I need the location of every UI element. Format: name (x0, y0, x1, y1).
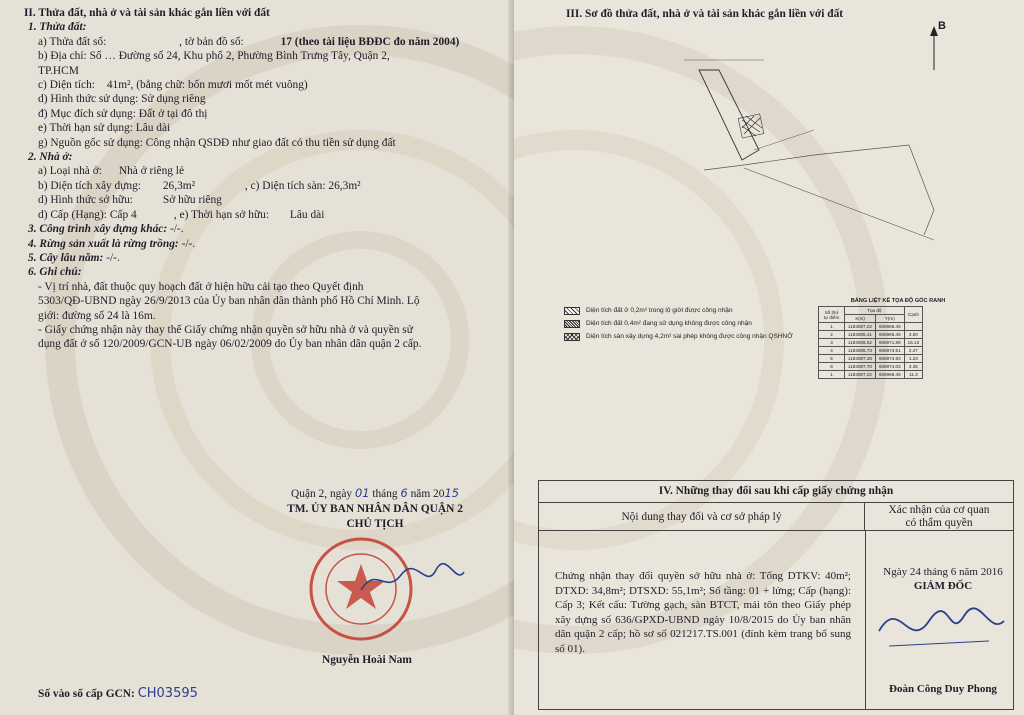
coord-cell: 1183086.73 (845, 347, 876, 355)
house-type-value: Nhà ở riêng lẻ (118, 165, 185, 178)
serial-number: CH03595 (137, 686, 198, 701)
coord-cell: 1183087.22 (845, 371, 876, 379)
issuer-title: CHỦ TỊCH (346, 518, 404, 530)
forest-value: -/-. (181, 237, 196, 250)
hatch-light-swatch (564, 307, 580, 315)
address-value: Số … Đường số 24, Khu phố 2, Phường Bình Trưng Tây, Quận 2, (89, 50, 390, 63)
land-house-details (24, 6, 504, 352)
north-arrow-head (930, 26, 938, 36)
coord-row (819, 347, 923, 355)
right-page (514, 0, 1024, 715)
section-3-title: III. Sơ đồ thửa đất, nhà ở và tài sản khác gắn liền với đất (566, 8, 844, 20)
coord-cell: 5 (819, 355, 845, 363)
street-line-3 (754, 130, 814, 150)
note-2-line-1: - Giấy chứng nhận này thay thế Giấy chứng nhận quyền sở hữu nhà ở và quyền sử (38, 323, 413, 336)
street-line-2 (744, 168, 934, 240)
coord-cell: 1183087.28 (845, 355, 876, 363)
coord-cell: 3.35 (904, 363, 923, 371)
parcel-diagram (514, 0, 1024, 300)
parcel-label: a) Thửa đất số: (38, 35, 107, 48)
confirm-title: GIÁM ĐỐC (913, 580, 973, 592)
perennial-heading: 5. Cây lâu năm: (28, 251, 104, 264)
coord-cell: 609968.49 (875, 323, 904, 331)
coord-cell: 6 (819, 363, 845, 371)
coord-cell: 3 (819, 339, 845, 347)
coord-cell: 1183087.22 (845, 323, 876, 331)
area-value: 41m², (bằng chữ: bốn mươi mốt mét vuông) (106, 79, 308, 92)
coord-row (819, 323, 923, 331)
address-label: b) Địa chỉ: (38, 50, 87, 63)
coord-cell: 1183086.52 (845, 339, 876, 347)
grade-label: d) Cấp (Hạng): (38, 208, 107, 221)
other-construction-value: -/-. (169, 223, 184, 236)
coord-table-title: BẢNG LIỆT KÊ TỌA ĐỘ GÓC RANH (850, 298, 946, 304)
house-heading: 2. Nhà ở: (28, 151, 73, 164)
use-form-value: Sử dụng riêng (141, 93, 206, 106)
street-boundary (704, 145, 934, 235)
build-area-label: b) Diện tích xây dựng: (38, 179, 141, 192)
coord-cell: 1183087.70 (845, 363, 876, 371)
use-form-label: d) Hình thức sử dụng: (38, 93, 139, 106)
origin-value: Công nhận QSDĐ như giao đất có thu tiền sử dụng đất (145, 136, 396, 149)
ownership-value: Sở hữu riêng (162, 194, 222, 207)
floor-area-value: 26,3m² (328, 179, 361, 192)
perennial-value: -/-. (106, 251, 120, 264)
coord-cell: 609965.49 (875, 331, 904, 339)
land-heading: 1. Thửa đất: (28, 21, 87, 34)
parcel-outline (699, 70, 759, 160)
forest-heading: 4. Rừng sản xuất là rừng trồng: (28, 237, 179, 250)
coord-header-x: X(m) (845, 315, 876, 323)
coord-row (819, 371, 923, 379)
coord-cell: 609971.89 (875, 339, 904, 347)
certificate-serial: Số vào sổ cấp GCN: CH03595 (38, 686, 198, 701)
confirm-block (875, 565, 1011, 593)
coord-row (819, 339, 923, 347)
change-content: Chứng nhận thay đổi quyền sở hữu nhà ở: Tổng DTKV: 40m²; DTXD: 34,8m²; DTSXD: 55,1m²; Số tầng: 01 + lửng; Cấp (hạng): Cấp 3; Kết cấu: Tường gạch, sàn BTCT, mái tôn theo Giấy phép xây dựng số 636/GPXD-UBND ngày 10/8/2015 do Ủy ban nhân dân quận 2 cấp; hồ sơ số 021217.TS.001 (đính kèm trang bổ sung số 01). (555, 570, 851, 655)
map-label: , tờ bản đồ số: (179, 35, 244, 48)
ownership-label: d) Hình thức sở hữu: (38, 194, 133, 207)
own-term-value: Lâu dài (289, 208, 325, 221)
legend-item-1: Diện tích đất ở 0,2m² trong lộ giới được công nhận (564, 304, 793, 317)
notes-heading: 6. Ghi chú: (28, 266, 82, 279)
changes-table (538, 480, 1014, 710)
note-1-line-2: 5303/QĐ-UBND ngày 26/9/2013 của Ủy ban nhân dân thành phố Hồ Chí Minh. Lộ (38, 295, 420, 308)
changes-divider (865, 531, 866, 709)
north-arrow-label: B (938, 20, 946, 32)
coord-cell: 2.27 (904, 347, 923, 355)
coord-cell: 609968.49 (875, 371, 904, 379)
legend-item-3: Diện tích sàn xây dựng 4,2m² sai phép không được công nhận QSHNỞ (564, 330, 793, 343)
issuer-signature-block (250, 486, 500, 532)
coord-cell: 3.00 (904, 331, 923, 339)
coord-cell: 1183085.41 (845, 331, 876, 339)
coord-cell: 609974.03 (875, 363, 904, 371)
section-title: II. Thửa đất, nhà ở và tài sản khác gắn liền với đất (24, 7, 270, 19)
legend-item-2: Diện tích đất 0,4m² đang sử dụng không được công nhận (564, 317, 793, 330)
coord-cell: 609973.51 (875, 347, 904, 355)
chairman-signature (356, 560, 466, 600)
coord-header-group: Tọa độ (845, 307, 905, 315)
address-value-2: TP.HCM (38, 64, 79, 77)
coord-cell (904, 323, 923, 331)
coordinate-table (818, 298, 978, 379)
coord-header-edge: Cạnh (904, 307, 923, 323)
changes-col-confirm-header: Xác nhận của cơ quan có thẩm quyền (865, 503, 1013, 531)
coord-header-y: Y(m) (875, 315, 904, 323)
coord-row (819, 331, 923, 339)
hatch-dense-swatch (564, 320, 580, 328)
director-name: Đoàn Công Duy Phong (889, 683, 997, 695)
note-1-line-3: giới: đường số 24 là 16m. (38, 309, 156, 322)
coord-cell: 609974.83 (875, 355, 904, 363)
confirm-date: Ngày 24 tháng 6 năm 2016 (883, 566, 1003, 578)
purpose-label: đ) Mục đích sử dụng: (38, 107, 136, 120)
coord-cell: 1 (819, 371, 845, 379)
changes-title: IV. Những thay đổi sau khi cấp giấy chứng nhận (539, 481, 1013, 503)
coord-header-point: Số thứ tự điểm (819, 307, 845, 323)
coord-cell: 2 (819, 331, 845, 339)
chairman-name: Nguyễn Hoài Nam (322, 654, 412, 666)
cross-swatch (564, 333, 580, 341)
area-label: c) Diện tích: (38, 79, 95, 92)
grade-value: Cấp 4 (109, 208, 137, 221)
coord-row (819, 363, 923, 371)
issuer-org: TM. ỦY BAN NHÂN DÂN QUẬN 2 (287, 503, 463, 515)
changes-col-content-header: Nội dung thay đổi và cơ sở pháp lý (539, 503, 865, 531)
other-construction-heading: 3. Công trình xây dựng khác: (28, 223, 168, 236)
floor-area-label: , c) Diện tích sàn: (244, 179, 326, 192)
term-value: Lâu dài (135, 122, 171, 135)
purpose-value: Đất ở tại đô thị (138, 107, 208, 120)
coord-row (819, 355, 923, 363)
coord-cell: 1.23 (904, 355, 923, 363)
coord-cell: 15.13 (904, 339, 923, 347)
issue-date: Quận 2, ngày 01 tháng 6 năm 2015 (291, 486, 459, 500)
note-1-line-1: - Vị trí nhà, đất thuộc quy hoạch đất ở hiện hữu cải tạo theo Quyết định (38, 280, 364, 293)
origin-label: g) Nguồn gốc sử dụng: (38, 136, 143, 149)
own-term-label: , e) Thời hạn sở hữu: (173, 208, 270, 221)
coord-cell: 11.3 (904, 371, 923, 379)
director-signature (869, 591, 1009, 661)
house-type-label: a) Loại nhà ở: (38, 165, 102, 178)
coord-cell: 1 (819, 323, 845, 331)
note-2-line-2: dụng đất ở số 120/2009/GCN-UB ngày 06/02/2009 do Ủy ban nhân dân quận 2 cấp. (38, 338, 422, 351)
hatch-pattern (742, 116, 762, 136)
build-area-value: 26,3m² (162, 179, 196, 192)
coord-cell: 4 (819, 347, 845, 355)
diagram-legend (564, 304, 793, 343)
term-label: e) Thời hạn sử dụng: (38, 122, 133, 135)
map-value: 17 (theo tài liệu BĐĐC đo năm 2004) (280, 35, 460, 48)
